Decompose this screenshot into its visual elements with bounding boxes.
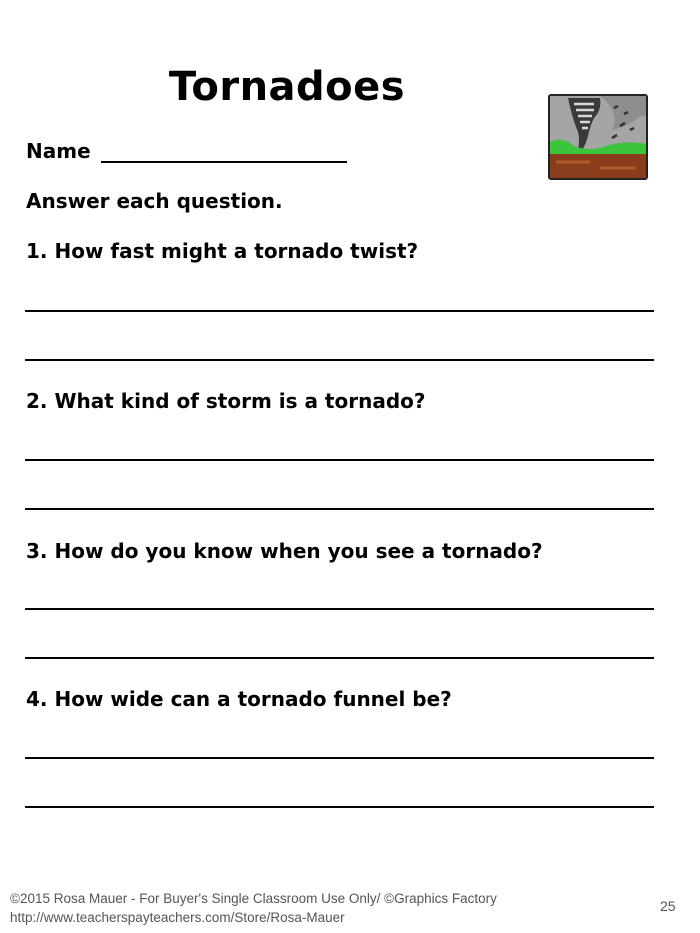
page-number: 25 [660, 898, 676, 914]
answer-line-2a[interactable] [25, 459, 654, 461]
store-url: http://www.teacherspayteachers.com/Store/Rosa-Mauer [10, 910, 345, 925]
name-label: Name [26, 139, 91, 163]
answer-line-4b[interactable] [25, 806, 654, 808]
answer-line-1a[interactable] [25, 310, 654, 312]
page-title: Tornadoes [168, 64, 406, 110]
question-4: 4. How wide can a tornado funnel be? [26, 687, 452, 711]
answer-line-1b[interactable] [25, 359, 654, 361]
footer [10, 889, 497, 927]
name-input-line[interactable] [101, 141, 347, 163]
answer-line-3a[interactable] [25, 608, 654, 610]
answer-line-2b[interactable] [25, 508, 654, 510]
answer-line-3b[interactable] [25, 657, 654, 659]
answer-line-4a[interactable] [25, 757, 654, 759]
tornado-icon [550, 96, 646, 178]
copyright-notice: ©2015 Rosa Mauer - For Buyer's Single Classroom Use Only/ ©Graphics Factory [10, 891, 497, 906]
question-2: 2. What kind of storm is a tornado? [26, 389, 426, 413]
instructions: Answer each question. [26, 189, 283, 213]
tornado-image [548, 94, 648, 180]
name-field-row [26, 139, 347, 163]
question-3: 3. How do you know when you see a tornado? [26, 539, 543, 563]
question-1: 1. How fast might a tornado twist? [26, 239, 419, 263]
